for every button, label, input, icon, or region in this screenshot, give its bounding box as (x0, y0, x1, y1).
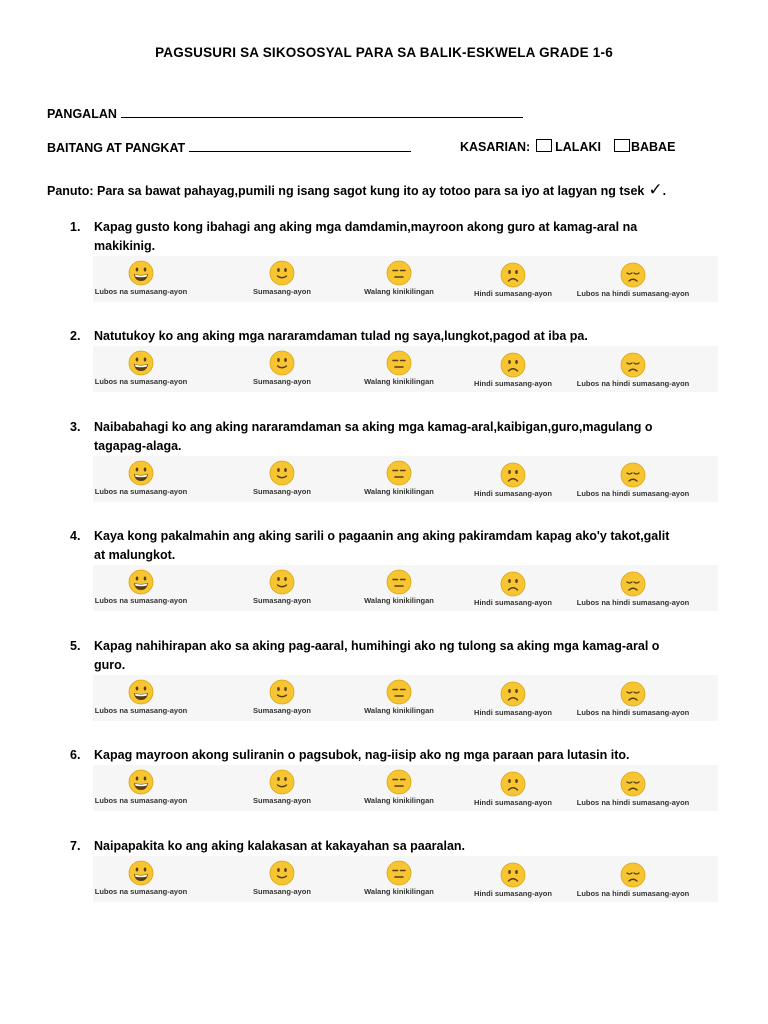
rating-option-label: Hindi sumasang-ayon (474, 489, 552, 498)
question-text-line1: Naipapakita ko ang aking kalakasan at kakayahan sa paaralan. (94, 839, 466, 853)
question-number: 1. (70, 220, 81, 234)
rating-option[interactable] (81, 765, 201, 805)
question-number: 3. (70, 420, 81, 434)
rating-scale (93, 765, 718, 811)
grade-label: BAITANG AT PANGKAT (47, 141, 186, 155)
form-title: PAGSUSURI SA SIKOSOSYAL PARA SA BALIK-ESKWELA GRADE 1-6 (155, 45, 613, 60)
name-blank-line[interactable] (121, 105, 523, 118)
frowning-face-icon (500, 352, 526, 378)
question-text-line1: Kapag mayroon akong suliranin o pagsubok, nag-iisip ako ng mga paraan para lutasin ito. (94, 748, 630, 762)
rating-option[interactable] (573, 767, 693, 807)
rating-option-label: Hindi sumasang-ayon (474, 598, 552, 607)
question-text-line2: tagapag-alaga. (94, 439, 182, 453)
rating-option-label: Sumasang-ayon (253, 596, 311, 605)
rating-option-label: Sumasang-ayon (253, 887, 311, 896)
question-text-line2: makikinig. (94, 239, 156, 253)
rating-option[interactable] (573, 458, 693, 498)
question-text-line2: guro. (94, 658, 126, 672)
rating-option-label: Walang kinikilingan (364, 377, 434, 386)
rating-option-label: Lubos na sumasang-ayon (94, 377, 188, 386)
expressionless-face-icon (386, 860, 412, 886)
rating-scale (93, 565, 718, 611)
rating-option[interactable] (81, 346, 201, 386)
rating-option-label: Lubos na hindi sumasang-ayon (576, 889, 690, 898)
expressionless-face-icon (386, 569, 412, 595)
rating-option[interactable] (222, 675, 342, 715)
rating-option[interactable] (222, 256, 342, 296)
disappointed-face-icon (620, 681, 646, 707)
grinning-face-icon (128, 569, 154, 595)
question-number: 7. (70, 839, 81, 853)
grinning-face-icon (128, 350, 154, 376)
rating-scale (93, 456, 718, 502)
rating-option[interactable] (339, 565, 459, 605)
rating-option-label: Hindi sumasang-ayon (474, 798, 552, 807)
question-number: 6. (70, 748, 81, 762)
question-item (70, 746, 710, 765)
rating-option[interactable] (453, 348, 573, 388)
rating-option[interactable] (573, 348, 693, 388)
rating-option-label: Walang kinikilingan (364, 796, 434, 805)
rating-option-label: Sumasang-ayon (253, 487, 311, 496)
rating-option-label: Lubos na sumasang-ayon (94, 706, 188, 715)
rating-option-label: Walang kinikilingan (364, 887, 434, 896)
rating-option-label: Hindi sumasang-ayon (474, 379, 552, 388)
rating-option-label: Sumasang-ayon (253, 287, 311, 296)
rating-option[interactable] (222, 346, 342, 386)
grinning-face-icon (128, 860, 154, 886)
expressionless-face-icon (386, 260, 412, 286)
rating-option[interactable] (339, 256, 459, 296)
instructions-text: Panuto: Para sa bawat pahayag,pumili ng isang sagot kung ito ay totoo para sa iyo at lagyan ng tsek (47, 184, 645, 198)
rating-option-label: Sumasang-ayon (253, 796, 311, 805)
expressionless-face-icon (386, 350, 412, 376)
rating-option[interactable] (81, 856, 201, 896)
slightly-smiling-face-icon (269, 569, 295, 595)
rating-option-label: Lubos na hindi sumasang-ayon (576, 708, 690, 717)
question-item (70, 527, 710, 565)
rating-scale (93, 346, 718, 392)
frowning-face-icon (500, 571, 526, 597)
name-field-row (47, 105, 523, 121)
question-text-line1: Naibabahagi ko ang aking nararamdaman sa aking mga kamag-aral,kaibigan,guro,magulang o (94, 420, 653, 434)
slightly-smiling-face-icon (269, 769, 295, 795)
grinning-face-icon (128, 460, 154, 486)
rating-option-label: Walang kinikilingan (364, 287, 434, 296)
disappointed-face-icon (620, 462, 646, 488)
rating-option[interactable] (339, 346, 459, 386)
rating-option[interactable] (339, 675, 459, 715)
disappointed-face-icon (620, 771, 646, 797)
rating-option[interactable] (453, 677, 573, 717)
frowning-face-icon (500, 681, 526, 707)
question-text-line1: Kaya kong pakalmahin ang aking sarili o pagaanin ang aking pakiramdam kapag ako'y takot,galit (94, 529, 670, 543)
rating-option-label: Lubos na hindi sumasang-ayon (576, 598, 690, 607)
male-option-label: LALAKI (555, 140, 601, 154)
rating-option-label: Lubos na sumasang-ayon (94, 487, 188, 496)
question-item (70, 418, 710, 456)
rating-option[interactable] (573, 567, 693, 607)
rating-scale (93, 675, 718, 721)
rating-option-label: Walang kinikilingan (364, 487, 434, 496)
male-checkbox[interactable] (536, 139, 552, 152)
rating-option[interactable] (573, 258, 693, 298)
rating-option[interactable] (222, 856, 342, 896)
disappointed-face-icon (620, 862, 646, 888)
slightly-smiling-face-icon (269, 460, 295, 486)
expressionless-face-icon (386, 769, 412, 795)
name-label: PANGALAN (47, 107, 117, 121)
question-item (70, 837, 710, 856)
rating-option[interactable] (453, 258, 573, 298)
rating-option-label: Walang kinikilingan (364, 706, 434, 715)
rating-option-label: Lubos na sumasang-ayon (94, 596, 188, 605)
disappointed-face-icon (620, 352, 646, 378)
grade-blank-line[interactable] (189, 139, 411, 152)
question-text-line1: Kapag gusto kong ibahagi ang aking mga damdamin,mayroon akong guro at kamag-aral na (94, 220, 638, 234)
grinning-face-icon (128, 679, 154, 705)
question-item (70, 327, 710, 346)
female-checkbox[interactable] (614, 139, 630, 152)
rating-option-label: Sumasang-ayon (253, 377, 311, 386)
frowning-face-icon (500, 462, 526, 488)
question-text-line1: Natutukoy ko ang aking mga nararamdaman tulad ng saya,lungkot,pagod at iba pa. (94, 329, 588, 343)
expressionless-face-icon (386, 679, 412, 705)
question-item (70, 218, 710, 256)
rating-option[interactable] (81, 456, 201, 496)
slightly-smiling-face-icon (269, 260, 295, 286)
rating-option[interactable] (339, 456, 459, 496)
rating-option-label: Hindi sumasang-ayon (474, 289, 552, 298)
question-number: 5. (70, 639, 81, 653)
checkmark-icon: ✓ (648, 180, 663, 199)
slightly-smiling-face-icon (269, 679, 295, 705)
rating-option-label: Lubos na hindi sumasang-ayon (576, 379, 690, 388)
female-option-label: BABAE (630, 140, 676, 154)
rating-option[interactable] (81, 256, 201, 296)
rating-option-label: Lubos na sumasang-ayon (94, 796, 188, 805)
question-number: 2. (70, 329, 81, 343)
sex-label: KASARIAN: (460, 140, 531, 154)
sex-field-row (460, 139, 675, 154)
rating-option[interactable] (81, 675, 201, 715)
rating-option[interactable] (453, 458, 573, 498)
rating-option[interactable] (453, 567, 573, 607)
grade-field-row (47, 139, 411, 155)
rating-option[interactable] (81, 565, 201, 605)
slightly-smiling-face-icon (269, 860, 295, 886)
question-text-line2: at malungkot. (94, 548, 176, 562)
rating-option-label: Lubos na hindi sumasang-ayon (576, 289, 690, 298)
rating-option[interactable] (573, 858, 693, 898)
rating-option-label: Walang kinikilingan (364, 596, 434, 605)
slightly-smiling-face-icon (269, 350, 295, 376)
rating-option[interactable] (222, 565, 342, 605)
expressionless-face-icon (386, 460, 412, 486)
rating-option-label: Lubos na hindi sumasang-ayon (576, 489, 690, 498)
rating-option[interactable] (339, 856, 459, 896)
rating-option-label: Hindi sumasang-ayon (474, 708, 552, 717)
instructions (47, 180, 666, 200)
grinning-face-icon (128, 260, 154, 286)
disappointed-face-icon (620, 571, 646, 597)
rating-scale (93, 256, 718, 302)
rating-option[interactable] (453, 858, 573, 898)
instructions-period: . (662, 184, 667, 198)
frowning-face-icon (500, 771, 526, 797)
frowning-face-icon (500, 862, 526, 888)
frowning-face-icon (500, 262, 526, 288)
rating-option[interactable] (453, 767, 573, 807)
rating-option-label: Lubos na sumasang-ayon (94, 887, 188, 896)
rating-option[interactable] (222, 456, 342, 496)
rating-option-label: Hindi sumasang-ayon (474, 889, 552, 898)
rating-option[interactable] (339, 765, 459, 805)
grinning-face-icon (128, 769, 154, 795)
rating-scale (93, 856, 718, 902)
disappointed-face-icon (620, 262, 646, 288)
question-number: 4. (70, 529, 81, 543)
rating-option-label: Lubos na hindi sumasang-ayon (576, 798, 690, 807)
rating-option[interactable] (573, 677, 693, 717)
rating-option-label: Lubos na sumasang-ayon (94, 287, 188, 296)
rating-option-label: Sumasang-ayon (253, 706, 311, 715)
question-item (70, 637, 710, 675)
question-text-line1: Kapag nahihirapan ako sa aking pag-aaral, humihingi ako ng tulong sa aking mga kamag-aral o (94, 639, 660, 653)
rating-option[interactable] (222, 765, 342, 805)
